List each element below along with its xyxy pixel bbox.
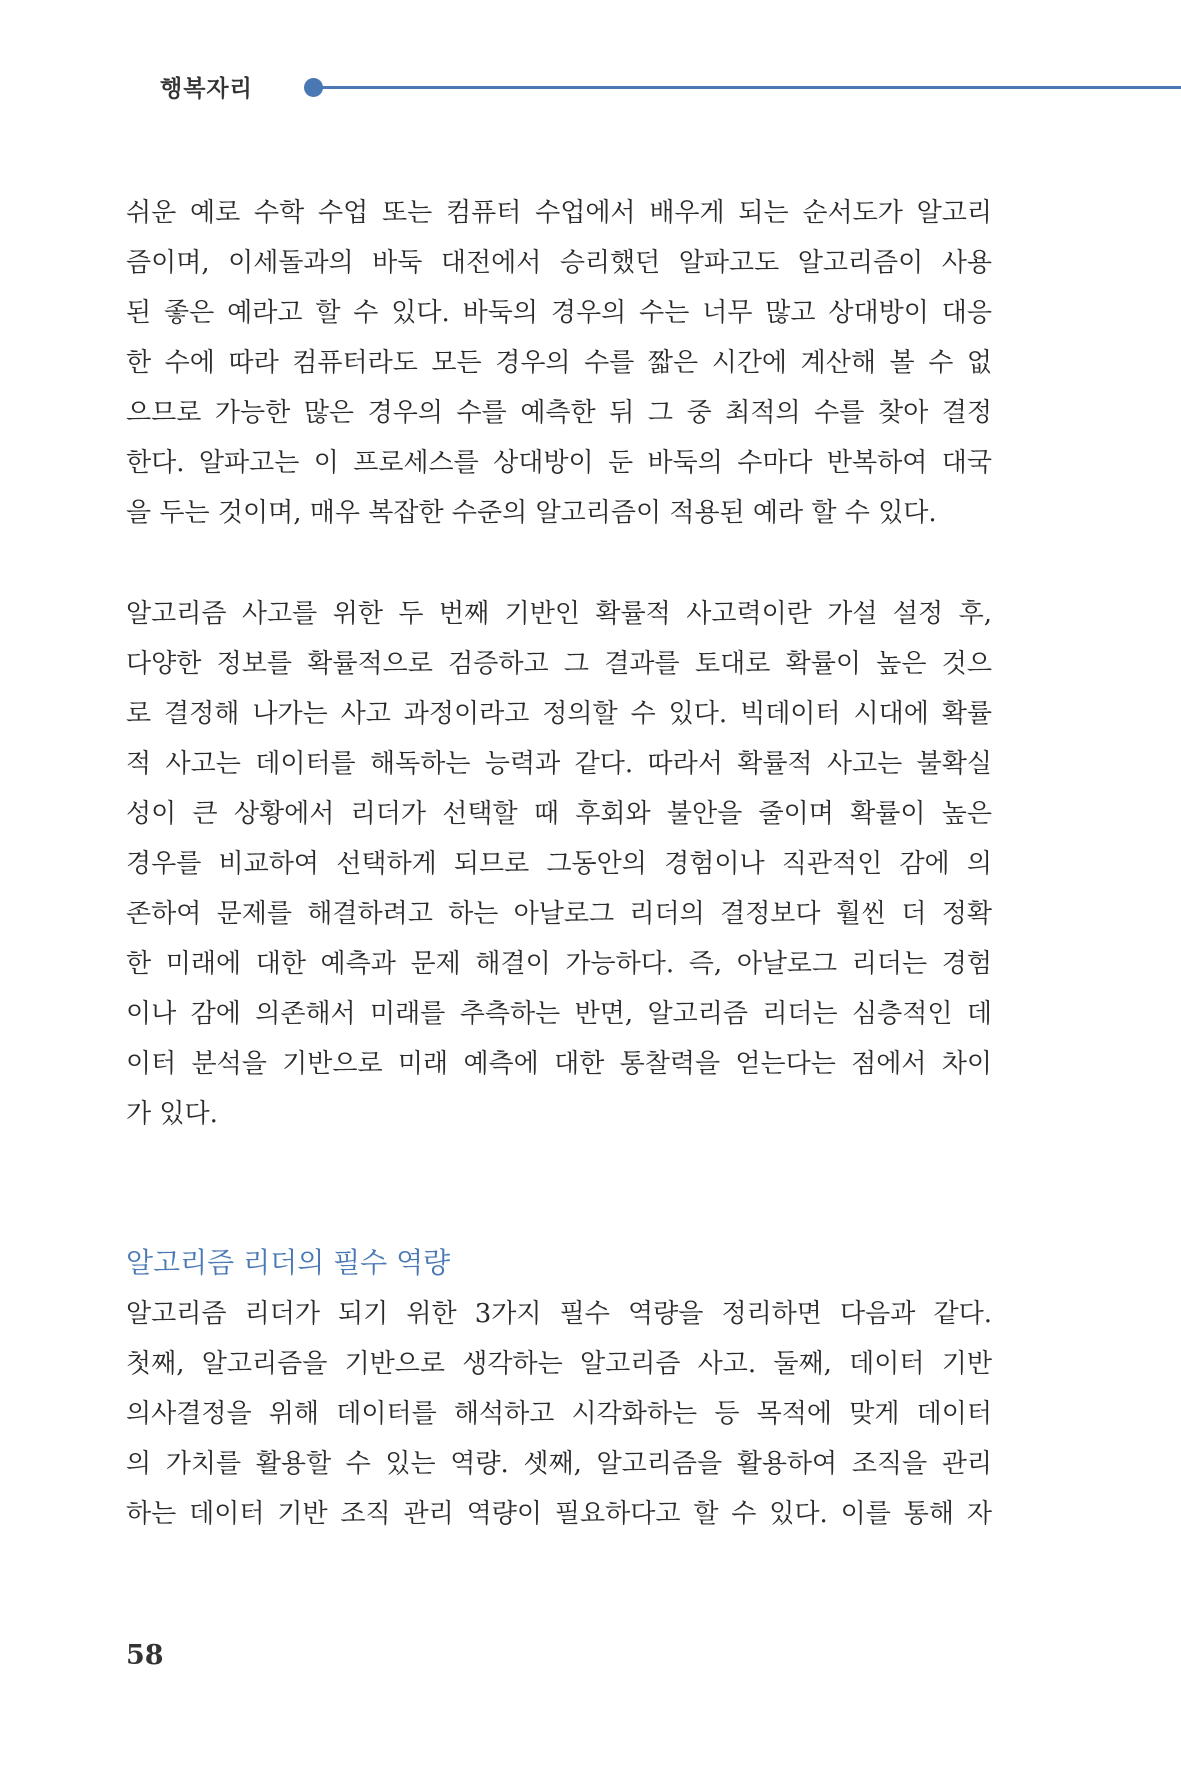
text-line: 하는 데이터 기반 조직 관리 역량이 필요하다고 할 수 있다. 이를 통해 자: [126, 1499, 992, 1529]
text-line: 한 미래에 대한 예측과 문제 해결이 가능하다. 즉, 아날로그 리더는 경험: [126, 949, 992, 979]
text-line: 이터 분석을 기반으로 미래 예측에 대한 통찰력을 얻는다는 점에서 차이: [126, 1049, 992, 1079]
paragraph-3: [126, 1289, 992, 1539]
text-line: 경우를 비교하여 선택하게 되므로 그동안의 경험이나 직관적인 감에 의: [126, 849, 992, 879]
text-line: 성이 큰 상황에서 리더가 선택할 때 후회와 불안을 줄이며 확률이 높은: [126, 799, 992, 829]
text-line: 으므로 가능한 많은 경우의 수를 예측한 뒤 그 중 최적의 수를 찾아 결정: [126, 398, 992, 428]
paragraph-2: [126, 589, 992, 1139]
text-line: 이나 감에 의존해서 미래를 추측하는 반면, 알고리즘 리더는 심층적인 데: [126, 999, 992, 1029]
text-line: 한 수에 따라 컴퓨터라도 모든 경우의 수를 짧은 시간에 계산해 볼 수 없: [126, 348, 992, 378]
running-header-title: 행복자리: [160, 76, 253, 102]
text-line: 즘이며, 이세돌과의 바둑 대전에서 승리했던 알파고도 알고리즘이 사용: [126, 248, 992, 278]
text-line: 존하여 문제를 해결하려고 하는 아날로그 리더의 결정보다 훨씬 더 정확: [126, 899, 992, 929]
text-line: 의 가치를 활용할 수 있는 역량. 셋째, 알고리즘을 활용하여 조직을 관리: [126, 1449, 992, 1479]
text-line: 의사결정을 위해 데이터를 해석하고 시각화하는 등 목적에 맞게 데이터: [126, 1399, 992, 1429]
text-line: 적 사고는 데이터를 해독하는 능력과 같다. 따라서 확률적 사고는 불확실: [126, 749, 992, 779]
text-line: 로 결정해 나가는 사고 과정이라고 정의할 수 있다. 빅데이터 시대에 확률: [126, 699, 992, 729]
header-rule-line: [318, 86, 1181, 89]
text-line: 다양한 정보를 확률적으로 검증하고 그 결과를 토대로 확률이 높은 것으: [126, 649, 992, 679]
text-line: 가 있다.: [126, 1099, 218, 1129]
paragraph-1: [126, 188, 992, 538]
section-heading: 알고리즘 리더의 필수 역량: [126, 1246, 451, 1279]
text-line: 된 좋은 예라고 할 수 있다. 바둑의 경우의 수는 너무 많고 상대방이 대응: [126, 298, 992, 328]
text-line: 을 두는 것이며, 매우 복잡한 수준의 알고리즘이 적용된 예라 할 수 있다.: [126, 498, 937, 528]
page-number: 58: [126, 1640, 164, 1671]
text-line: 알고리즘 사고를 위한 두 번째 기반인 확률적 사고력이란 가설 설정 후,: [126, 599, 992, 629]
text-line: 쉬운 예로 수학 수업 또는 컴퓨터 수업에서 배우게 되는 순서도가 알고리: [126, 198, 992, 228]
text-line: 알고리즘 리더가 되기 위한 3가지 필수 역량을 정리하면 다음과 같다.: [126, 1299, 992, 1329]
text-line: 한다. 알파고는 이 프로세스를 상대방이 둔 바둑의 수마다 반복하여 대국: [126, 448, 992, 478]
text-line: 첫째, 알고리즘을 기반으로 생각하는 알고리즘 사고. 둘째, 데이터 기반: [126, 1349, 992, 1379]
